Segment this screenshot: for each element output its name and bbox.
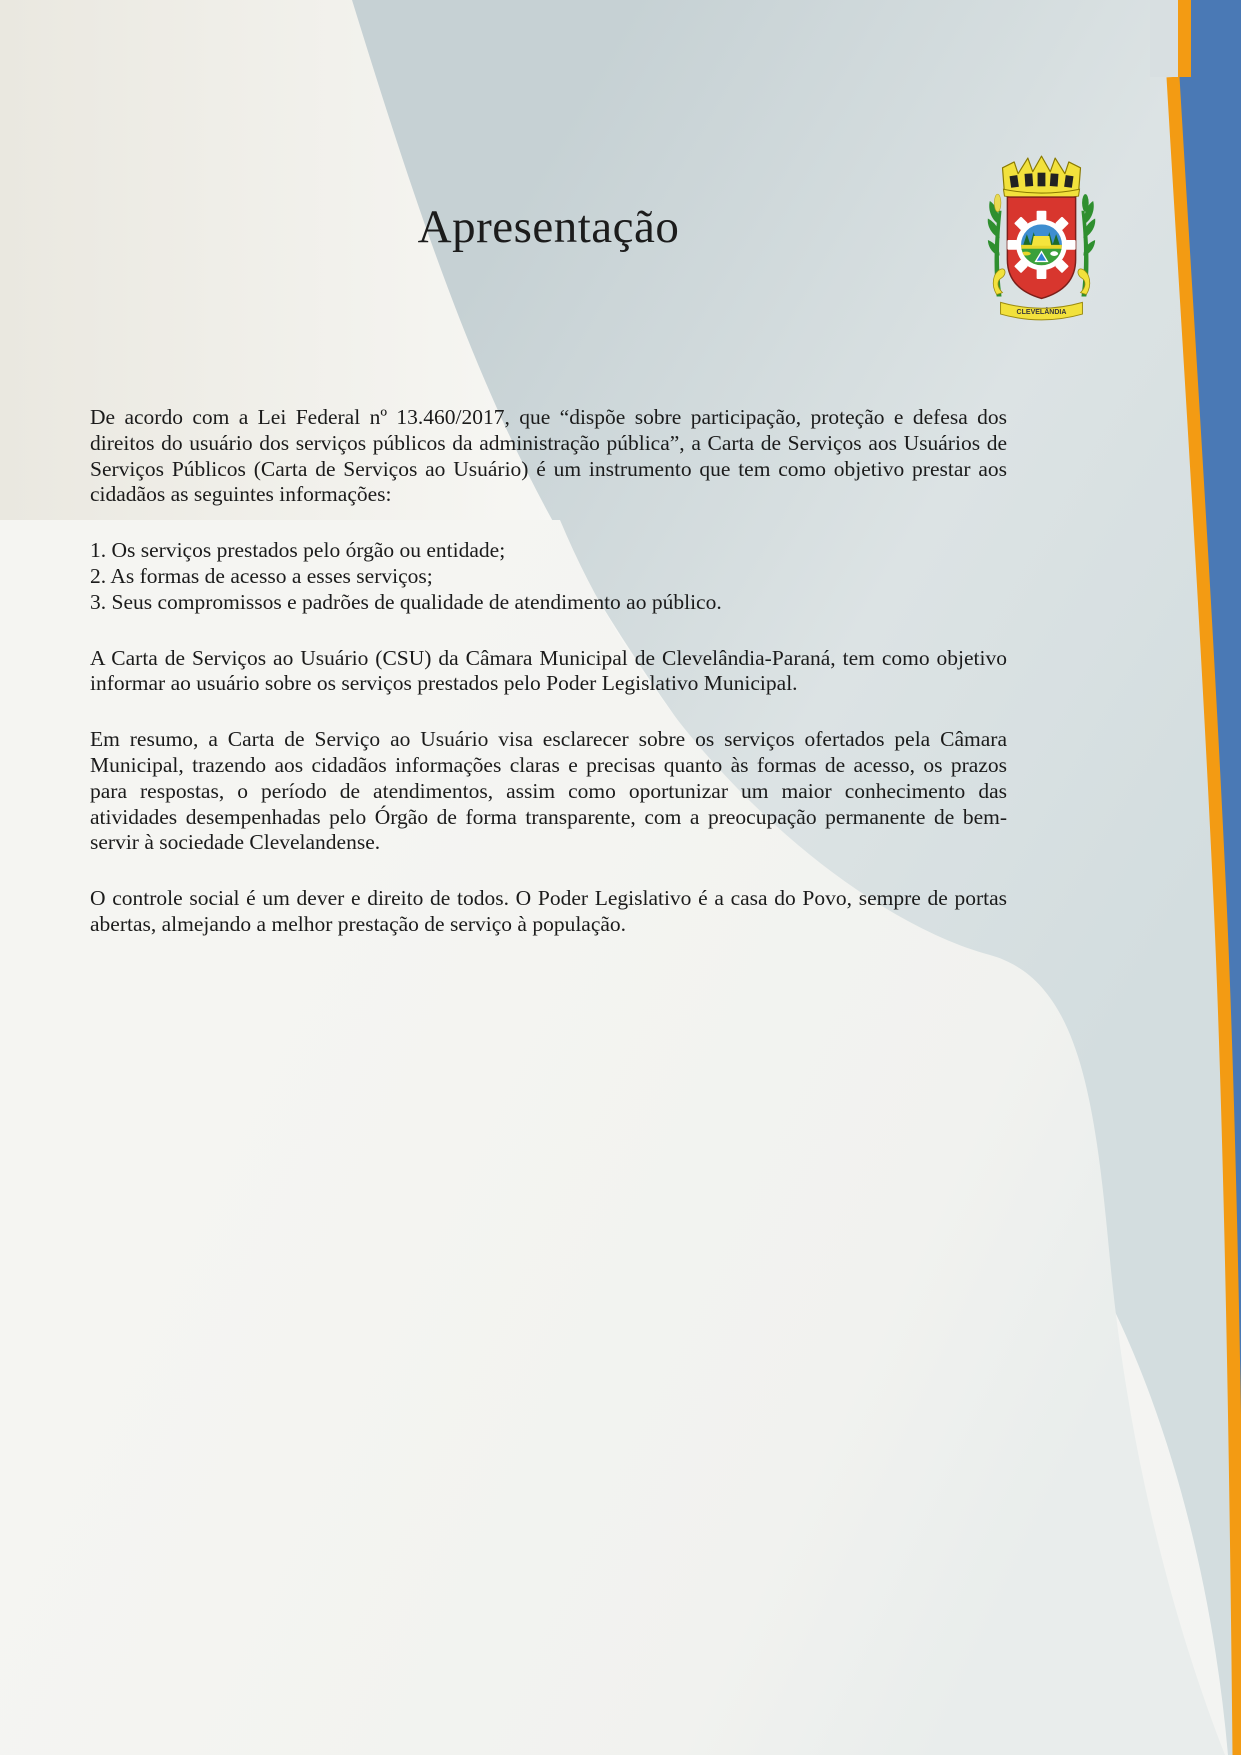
- crest-banner: [1001, 302, 1083, 320]
- crest-banner-label: CLEVELÂNDIA: [1016, 309, 1067, 317]
- clevelandia-coat-of-arms-icon: [983, 150, 1100, 326]
- paragraph-intro: De acordo com a Lei Federal nº 13.460/2017, que “dispõe sobre participação, proteção e defesa dos direitos do usuário dos serviços públicos da administração pública”, a Carta de Serviços aos Usuários de Serviços Públicos (Carta de Serviços ao Usuário) é um instrumento que tem como objetivo prestar aos cidadãos as seguintes informações:: [90, 405, 1007, 507]
- paragraph-controle-social: O controle social é um dever e direito de todos. O Poder Legislativo é a casa do Povo, sempre de portas abertas, almejando a melhor prestação de serviço à população.: [90, 886, 1007, 936]
- top-right-notch: [1150, 0, 1241, 77]
- list-item: 2. As formas de acesso a esses serviços;: [90, 563, 433, 588]
- shield-icon: [1007, 197, 1075, 298]
- list-item: 1. Os serviços prestados pelo órgão ou entidade;: [90, 538, 506, 563]
- page-title: Apresentação: [417, 201, 680, 253]
- mural-crown-icon: [1003, 156, 1081, 199]
- corn-stalk-right-icon: [1078, 194, 1095, 296]
- paragraph-resumo: Em resumo, a Carta de Serviço ao Usuário visa esclarecer sobre os serviços ofertados pela Câmara Municipal, trazendo aos cidadãos informações claras e precisas quanto às formas de acesso, os prazos para respostas, o período de atendimentos, assim como oportunizar um maior conhecimento das atividades desempenhadas pelo Órgão de forma transparente, com a preocupação permanente de bem-servir à sociedade Clevelandense.: [90, 727, 1007, 855]
- list-item: 3. Seus compromissos e padrões de qualidade de atendimento ao público.: [90, 589, 722, 614]
- paragraph-csu: A Carta de Serviços ao Usuário (CSU) da Câmara Municipal de Clevelândia-Paraná, tem como objetivo informar ao usuário sobre os serviços prestados pelo Poder Legislativo Municipal.: [90, 645, 1007, 696]
- corn-stalk-left-icon: [988, 194, 1005, 296]
- document-body: [90, 405, 1007, 968]
- numbered-list: [90, 538, 1007, 615]
